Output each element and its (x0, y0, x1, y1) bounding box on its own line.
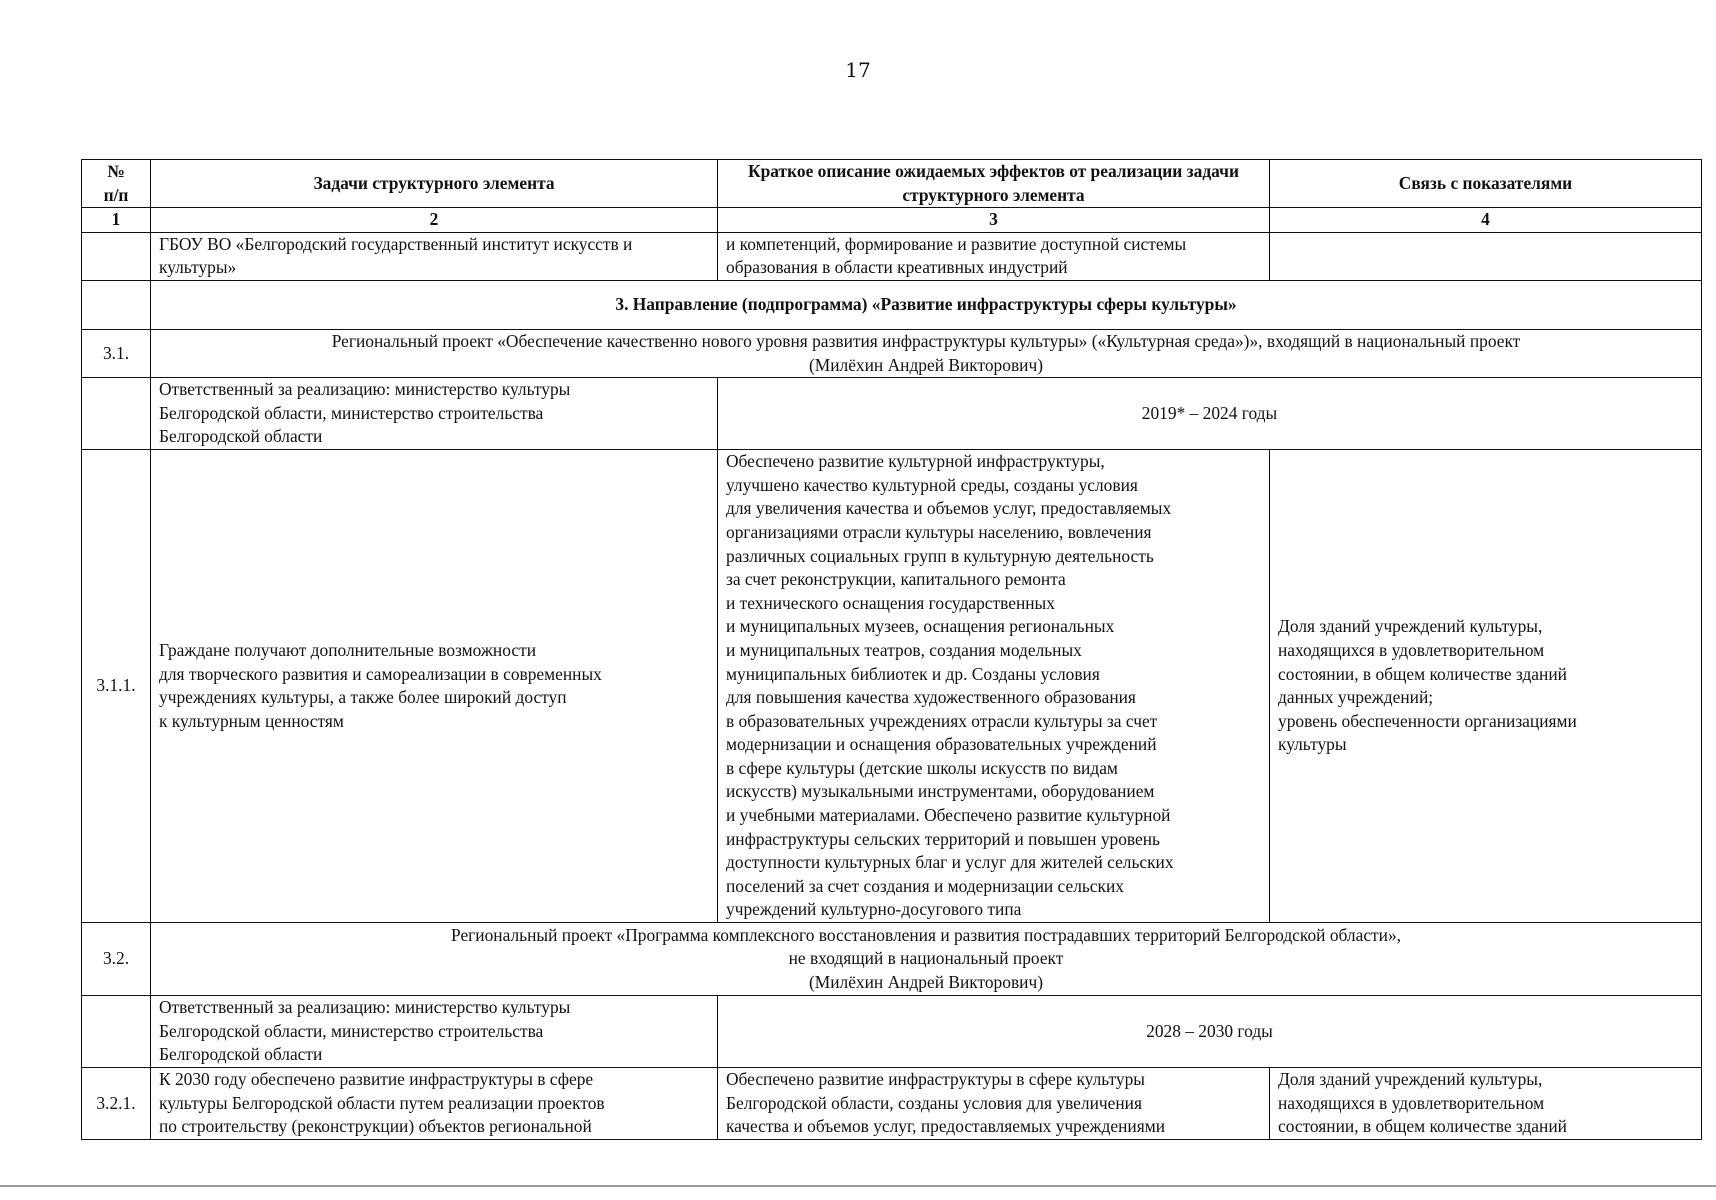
index-cell: 2 (151, 208, 718, 233)
index-cell: 3 (718, 208, 1270, 233)
indicator-cell (1270, 232, 1702, 280)
responsible-row (82, 378, 1702, 450)
index-row (82, 208, 1702, 233)
effect-cell: Обеспечено развитие культурной инфраструктуры, улучшено качество культурной среды, созданы условия для увеличения качества и объемов услуг, предоставляемых организациями отрасли культуры населению, вовлечения различных социальных групп в культурную деятельность за счет реконструкции, капитального ремонта и технического оснащения государственных и муниципальных музеев, оснащения региональных и муниципальных театров, создания модельных муниципальных библиотек и др. Созданы условия для повышения качества художественного образования в образовательных учреждениях отрасли культуры за счет модернизации и оснащения образовательных учреждений в сфере культуры (детские школы искусств по видам искусств) музыкальными инструментами, оборудованием и учебными материалами. Обеспечено развитие культурной инфраструктуры сельских территорий и повышен уровень доступности культурных благ и услуг для жителей сельских поселений за счет создания и модернизации сельских учреждений культурно-досугового типа (718, 450, 1270, 923)
page-number: 17 (845, 58, 871, 82)
num-cell: 3.1.1. (82, 450, 151, 923)
header-num: № п/п (82, 160, 151, 208)
project-row (82, 923, 1702, 996)
task-cell: Граждане получают дополнительные возможности для творческого развития и самореализации в современных учреждениях культуры, а также более широкий доступ к культурным ценностям (151, 450, 718, 923)
responsible-text: Ответственный за реализацию: министерство культуры Белгородской области, министерство строительства Белгородской области (151, 378, 718, 450)
goals-table (81, 159, 1702, 1140)
project-row (82, 329, 1702, 377)
project-title: Региональный проект «Программа комплексного восстановления и развития пострадавших территорий Белгородской области», не входящий в национальный проект (Милёхин Андрей Викторович) (151, 923, 1702, 996)
indicator-cell: Доля зданий учреждений культуры, находящихся в удовлетворительном состоянии, в общем количестве зданий (1270, 1068, 1702, 1140)
section-title: 3. Направление (подпрограмма) «Развитие инфраструктуры сферы культуры» (151, 280, 1702, 329)
num-cell (82, 280, 151, 329)
num-cell: 3.2.1. (82, 1068, 151, 1140)
header-row (82, 160, 1702, 208)
period-text: 2028 – 2030 годы (718, 996, 1702, 1068)
num-cell (82, 996, 151, 1068)
index-cell: 1 (82, 208, 151, 233)
section-row (82, 280, 1702, 329)
effect-cell: и компетенций, формирование и развитие доступной системы образования в области креативных индустрий (718, 232, 1270, 280)
num-cell (82, 378, 151, 450)
table-row (82, 1068, 1702, 1140)
period-text: 2019* – 2024 годы (718, 378, 1702, 450)
effect-cell: Обеспечено развитие инфраструктуры в сфере культуры Белгородской области, созданы условия для увеличения качества и объемов услуг, предоставляемых учреждениями (718, 1068, 1270, 1140)
project-title: Региональный проект «Обеспечение качественно нового уровня развития инфраструктуры культуры» («Культурная среда»)», входящий в национальный проект (Милёхин Андрей Викторович) (151, 329, 1702, 377)
num-cell: 3.1. (82, 329, 151, 377)
num-cell: 3.2. (82, 923, 151, 996)
table-row (82, 450, 1702, 923)
task-cell: К 2030 году обеспечено развитие инфраструктуры в сфере культуры Белгородской области путем реализации проектов по строительству (реконструкции) объектов региональной (151, 1068, 718, 1140)
responsible-text: Ответственный за реализацию: министерство культуры Белгородской области, министерство строительства Белгородской области (151, 996, 718, 1068)
header-indicators: Связь с показателями (1270, 160, 1702, 208)
header-effects: Краткое описание ожидаемых эффектов от реализации задачи структурного элемента (718, 160, 1270, 208)
num-cell (82, 232, 151, 280)
indicator-cell: Доля зданий учреждений культуры, находящихся в удовлетворительном состоянии, в общем количестве зданий данных учреждений; уровень обеспеченности организациями культуры (1270, 450, 1702, 923)
task-cell: ГБОУ ВО «Белгородский государственный институт искусств и культуры» (151, 232, 718, 280)
scan-edge-line (0, 1185, 1716, 1187)
table-row (82, 232, 1702, 280)
responsible-row (82, 996, 1702, 1068)
index-cell: 4 (1270, 208, 1702, 233)
header-tasks: Задачи структурного элемента (151, 160, 718, 208)
